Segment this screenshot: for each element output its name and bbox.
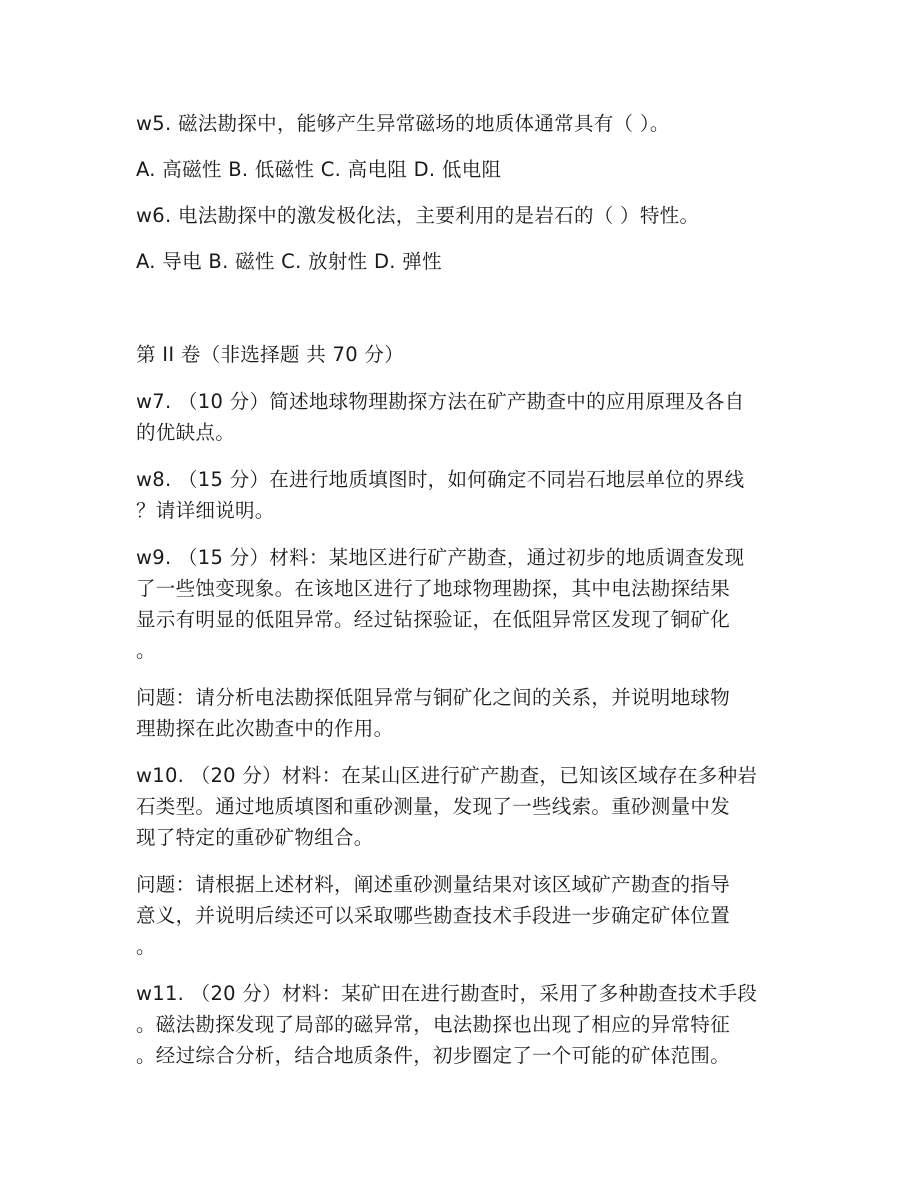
question-w11-line: 。经过综合分析，结合地质条件，初步圈定了一个可能的矿体范围。 [136,1044,731,1067]
question-w10-prompt-line: 意义，并说明后续还可以采取哪些勘查技术手段进一步确定矿体位置 [136,904,731,927]
section-heading: 第 II 卷（非选择题 共 70 分） [136,343,405,366]
question-w6-stem: w6. 电法勘探中的激发极化法，主要利用的是岩石的（ ）特性。 [136,204,700,227]
question-w10-line: w10. （20 分）材料：在某山区进行矿产勘查，已知该区域存在多种岩 [136,764,758,787]
question-w9-line: 。 [136,639,156,662]
question-w10-prompt-line: 。 [136,935,156,958]
question-w5-options: A. 高磁性 B. 低磁性 C. 高电阻 D. 低电阻 [136,158,502,181]
question-w9-line: 显示有明显的低阻异常。经过钻探验证，在低阻异常区发现了铜矿化 [136,608,731,631]
question-w6-options: A. 导电 B. 磁性 C. 放射性 D. 弹性 [136,250,442,273]
question-w10-prompt-line: 问题：请根据上述材料，阐述重砂测量结果对该区域矿产勘查的指导 [136,873,731,896]
question-w10-line: 现了特定的重砂矿物组合。 [136,826,374,849]
question-w10-line: 石类型。通过地质填图和重砂测量，发现了一些线索。重砂测量中发 [136,795,731,818]
question-w9-line: w9. （15 分）材料：某地区进行矿产勘查，通过初步的地质调查发现 [136,546,745,569]
question-w11-line: w11. （20 分）材料：某矿田在进行勘查时，采用了多种勘查技术手段 [136,982,758,1005]
question-w9-prompt-line: 问题：请分析电法勘探低阻异常与铜矿化之间的关系，并说明地球物 [136,686,731,709]
question-w5-stem: w5. 磁法勘探中，能够产生异常磁场的地质体通常具有（ ）。 [136,112,670,135]
question-w7-line: w7. （10 分）简述地球物理勘探方法在矿产勘查中的应用原理及各自 [136,390,745,413]
question-w8-line: w8. （15 分）在进行地质填图时，如何确定不同岩石地层单位的界线 [136,468,745,491]
question-w9-line: 了一些蚀变现象。在该地区进行了地球物理勘探，其中电法勘探结果 [136,577,731,600]
question-w8-line: ？请详细说明。 [136,499,275,522]
question-w7-line: 的优缺点。 [136,421,236,444]
question-w9-prompt-line: 理勘探在此次勘查中的作用。 [136,717,394,740]
question-w11-line: 。磁法勘探发现了局部的磁异常，电法勘探也出现了相应的异常特征 [136,1013,731,1036]
